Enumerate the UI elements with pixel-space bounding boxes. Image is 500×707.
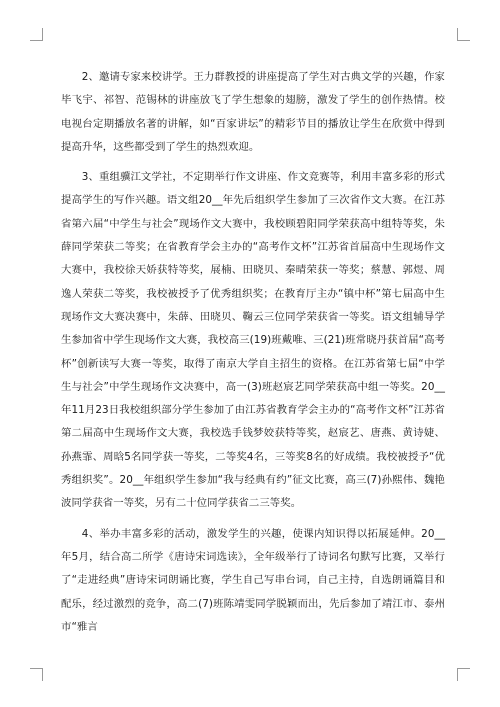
paragraph-activities: 4、举办丰富多彩的活动，激发学生的兴趣，使课内知识得以拓展延伸。20__年5月，结合高二所学《唐诗宋词选读》，全年级举行了诗词名句默写比赛，又举行了“走进经典”唐诗宋词朗诵比赛，学生自己写串台词，自己主持，自选朗诵篇目和配乐，经过激烈的竞争，高二(7)班陈靖雯同学脱颖而出，先后参加了靖江市、泰州市“雅言 (61, 527, 445, 633)
crop-mark-top-right (457, 28, 470, 41)
paragraph-expert-lectures: 2、邀请专家来校讲学。王力群教授的讲座提高了学生对古典文学的兴趣，作家毕飞宇、祁智、范锡林的讲座放飞了学生想象的翅膀，激发了学生的创作热情。校电视台定期播放名著的讲解，如“百家讲坛”的精彩节目的播放让学生在欣赏中得到提高升华，这些都受到了学生的热烈欢迎。 (61, 71, 445, 153)
document-body (61, 66, 445, 646)
paragraph-literary-club: 3、重组骥江文学社，不定期举行作文讲座、作文竞赛等，利用丰富多彩的形式提高学生的写作兴趣。语文组20__年先后组织学生参加了三次省作文大赛。在江苏省第六届“中学生与社会”现场作文大赛中，我校顾碧阳同学荣获高中组特等奖，朱薛同学荣获二等奖；在省教育学会主办的“高考作文杯”江苏省首届高中生现场作文大赛中，我校徐天娇获特等奖，展楠、田晓贝、秦晴荣获一等奖；蔡慧、郭煜、周逸人荣获二等奖，我校被授予了优秀组织奖；在教育厅主办“镇中杯”第七届高中生现场作文大赛决赛中，朱薛、田晓贝、鞠云三位同学荣获省一等奖。语文组辅导学生参加省中学生现场作文大赛，我校高三(19)班戴唯、三(21)班常晓丹获首届“高考杯”创新读写大赛一等奖，取得了南京大学自主招生的资格。在江苏省第七届“中学生与社会”中学生现场作文决赛中，高一(3)班赵宸艺同学荣获高中组一等奖。20__年11月23日我校组织部分学生参加了由江苏省教育学会主办的“高考作文杯”江苏省第二届高中生现场作文大赛，我校选手钱梦姣获特等奖，赵宸艺、唐燕、黄诗婕、孙燕霏、周晗5名同学获一等奖，二等奖4名，三等奖8名的好成绩。我校被授予“优秀组织奖”。20__年组织学生参加“我与经典有约”征文比赛，高三(7)孙熙伟、魏艳波同学获省一等奖，另有二十位同学获省二三等奖。 (61, 171, 445, 510)
crop-mark-bottom-right (457, 668, 470, 681)
crop-mark-bottom-left (30, 668, 43, 681)
crop-mark-top-left (30, 28, 43, 41)
